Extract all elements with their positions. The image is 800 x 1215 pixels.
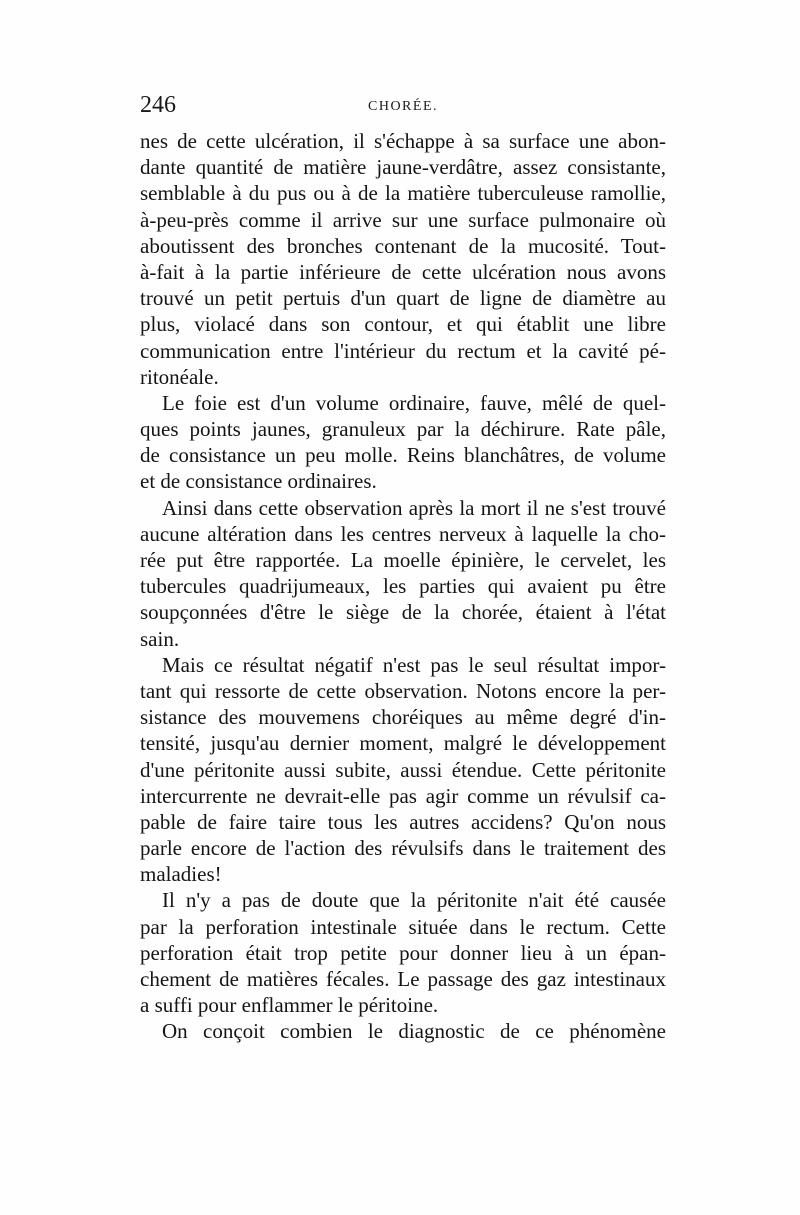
text-line: plus, violacé dans son contour, et qui établit une libre <box>140 312 666 337</box>
text-line: tensité, jusqu'au dernier moment, malgré le développement <box>140 731 666 756</box>
paragraph-start: On conçoit combien le diagnostic de ce phénomène <box>162 1019 666 1044</box>
paragraph-start: Mais ce résultat négatif n'est pas le seul résultat impor- <box>162 652 666 677</box>
text-line: soupçonnées d'être le siège de la chorée, étaient à l'état <box>140 600 666 625</box>
page-header <box>140 92 666 122</box>
text-line: maladies! <box>140 862 222 887</box>
text-line: trouvé un petit pertuis d'un quart de ligne de diamètre au <box>140 286 666 311</box>
text-line: de consistance un peu molle. Reins blanchâtres, de volume <box>140 443 666 468</box>
text-line: aucune altération dans les centres nerveux à laquelle la cho- <box>140 521 666 546</box>
text-line: aboutissent des bronches contenant de la mucosité. Tout- <box>140 233 666 258</box>
text-line: d'une péritonite aussi subite, aussi étendue. Cette péritonite <box>140 757 666 782</box>
text-line: ques points jaunes, granuleux par la déchirure. Rate pâle, <box>140 417 666 442</box>
text-line: parle encore de l'action des révulsifs dans le traitement des <box>140 836 666 861</box>
text-line: semblable à du pus ou à de la matière tuberculeuse ramollie, <box>140 181 666 206</box>
paragraph-start: Ainsi dans cette observation après la mort il ne s'est trouvé <box>162 495 666 520</box>
text-line: dante quantité de matière jaune-verdâtre, assez consistante, <box>140 155 666 180</box>
text-line: tubercules quadrijumeaux, les parties qui avaient pu être <box>140 574 666 599</box>
page-number: 246 <box>140 92 176 118</box>
text-line: sain. <box>140 626 180 651</box>
text-line: a suffi pour enflammer le péritoine. <box>140 993 439 1018</box>
text-line: sistance des mouvemens choréiques au même degré d'in- <box>140 705 666 730</box>
text-line: à-fait à la partie inférieure de cette ulcération nous avons <box>140 259 666 284</box>
text-line: à-peu-près comme il arrive sur une surface pulmonaire où <box>140 207 666 232</box>
text-line: ritonéale. <box>140 364 219 389</box>
text-line: communication entre l'intérieur du rectum et la cavité pé- <box>140 338 666 363</box>
text-line: intercurrente ne devrait-elle pas agir comme un révulsif ca- <box>140 783 666 808</box>
text-line: rée put être rapportée. La moelle épinière, le cervelet, les <box>140 548 666 572</box>
text-line: nes de cette ulcération, il s'échappe à sa surface une abon- <box>140 129 666 153</box>
paragraph-start: Il n'y a pas de doute que la péritonite n'ait été causée <box>162 888 666 913</box>
text-line: et de consistance ordinaires. <box>140 469 377 494</box>
body-text <box>140 128 666 1045</box>
text-line: chement de matières fécales. Le passage des gaz intestinaux <box>140 967 666 991</box>
text-line: perforation était trop petite pour donner lieu à un épan- <box>140 940 666 965</box>
text-line: pable de faire taire tous les autres accidens? Qu'on nous <box>140 809 666 834</box>
text-line: par la perforation intestinale située dans le rectum. Cette <box>140 914 666 939</box>
running-head: CHORÉE. <box>368 99 438 114</box>
text-line: tant qui ressorte de cette observation. Notons encore la per- <box>140 678 666 703</box>
paragraph-start: Le foie est d'un volume ordinaire, fauve, mêlé de quel- <box>162 390 666 415</box>
